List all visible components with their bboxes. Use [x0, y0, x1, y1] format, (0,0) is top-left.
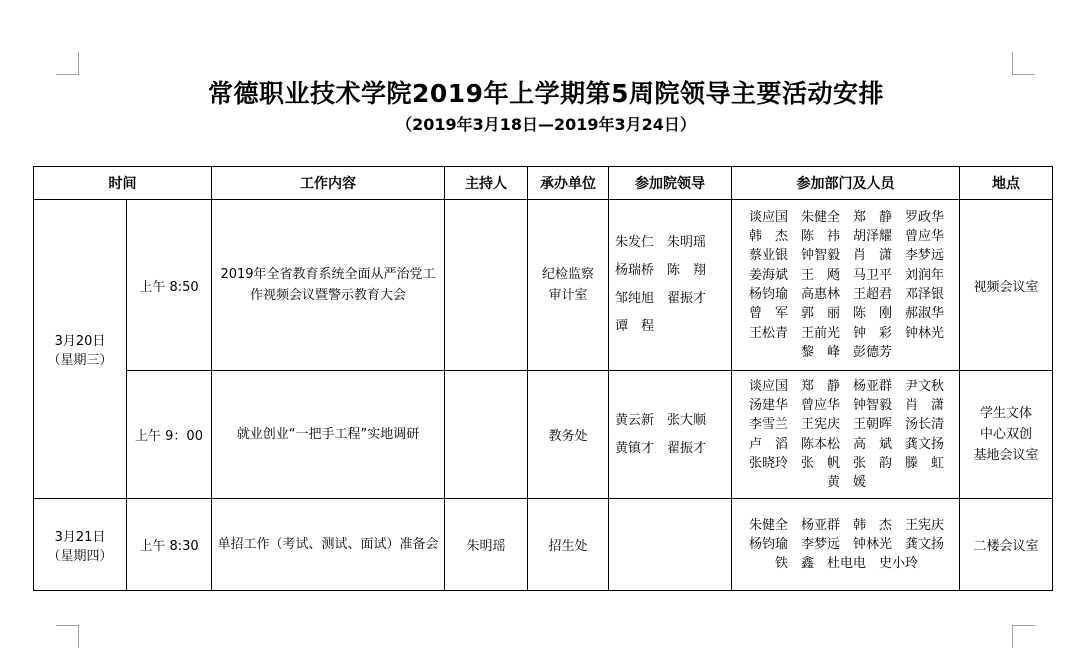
table-row: [34, 200, 1053, 371]
content-cell: 2019年全省教育系统全面从严治党工作视频会议暨警示教育大会: [212, 200, 445, 371]
people-line: 曾 军 郭 丽 陈 刚 郝淑华: [748, 306, 944, 322]
time-cell: 上午 9：00: [127, 371, 212, 499]
header-location: 地点: [960, 167, 1053, 200]
content-cell: 就业创业“一把手工程”实地调研: [212, 371, 445, 499]
time-cell: 上午 8:30: [127, 499, 212, 591]
people-line: 谈应国 朱健全 郑 静 罗政华: [748, 209, 944, 225]
location-cell: [960, 371, 1053, 499]
header-departments: 参加部门及人员: [732, 167, 960, 200]
people-cell: [732, 499, 960, 591]
header-host: 主持人: [445, 167, 528, 200]
location-cell: 视频会议室: [960, 200, 1053, 371]
page-corner-mark-top-right: [1012, 52, 1035, 75]
leaders-cell: [609, 200, 732, 371]
location-line: 学生文体: [979, 406, 1032, 421]
header-time: 时间: [34, 167, 212, 200]
leader-line: 谭 程: [615, 319, 655, 334]
time-cell: 上午 8:50: [127, 200, 212, 371]
people-line: 谈应国 郑 静 杨亚群 尹文秋: [748, 378, 944, 394]
date-text: 3月21日: [54, 529, 106, 545]
leaders-cell: [609, 499, 732, 591]
host-cell: [445, 200, 528, 371]
leader-line: 朱发仁 朱明瑶: [615, 235, 707, 250]
people-line: 卢 滔 陈本松 高 斌 龚文扬: [748, 436, 944, 452]
date-range-subtitle: （2019年3月18日—2019年3月24日）: [396, 115, 696, 134]
people-line: 张晓玲 张 帆 张 韵 滕 虹: [748, 455, 944, 471]
people-line: 蔡业银 钟智毅 肖 潇 李梦远: [748, 248, 944, 264]
people-line: 杨钧瑜 李梦远 钟林光 龚文扬: [748, 536, 944, 552]
leader-line: 黄镇才 翟振才: [615, 440, 707, 456]
organizer-line: 纪检监察: [541, 267, 594, 282]
schedule-table: [33, 166, 1053, 591]
people-line: 王松青 王前光 钟 彩 钟林光: [748, 325, 944, 341]
leader-line: 黄云新 张大顺: [615, 412, 707, 428]
organizer-cell: 教务处: [528, 371, 609, 499]
host-cell: [445, 371, 528, 499]
people-line: 黄 媛: [826, 475, 866, 491]
date-cell: [34, 499, 127, 591]
leaders-cell: [609, 371, 732, 499]
page-corner-mark-top-left: [56, 52, 79, 75]
people-line: 姜海斌 王 飏 马卫平 刘润年: [748, 267, 944, 283]
leader-line: 杨瑞桥 陈 翔: [615, 263, 707, 278]
organizer-line: 审计室: [548, 288, 588, 303]
people-line: 汤建华 曾应华 钟智毅 肖 潇: [748, 397, 944, 413]
page-corner-mark-bottom-right: [1012, 625, 1035, 648]
organizer-cell: [528, 200, 609, 371]
weekday-text: （星期三）: [47, 353, 113, 368]
host-cell: 朱明瑶: [445, 499, 528, 591]
people-cell: [732, 371, 960, 499]
table-row: [34, 371, 1053, 499]
leader-line: 邹纯旭 翟振才: [615, 291, 707, 306]
location-line: 基地会议室: [973, 448, 1039, 463]
people-cell: [732, 200, 960, 371]
page-corner-mark-bottom-left: [56, 625, 79, 648]
people-line: 杨钧瑜 高惠林 王超君 邓泽银: [748, 287, 944, 302]
content-cell: 单招工作（考试、测试、面试）准备会: [212, 499, 445, 591]
people-line: 韩 杰 陈 祎 胡泽耀 曾应华: [748, 229, 944, 245]
people-line: 黎 峰 彭德芳: [800, 344, 892, 360]
header-content: 工作内容: [212, 167, 445, 200]
table-row: [34, 499, 1053, 591]
date-text: 3月20日: [54, 334, 106, 349]
header-leaders: 参加院领导: [609, 167, 732, 200]
organizer-cell: 招生处: [528, 499, 609, 591]
people-line: 铁 鑫 杜电电 史小玲: [774, 556, 918, 572]
people-line: 朱健全 杨亚群 韩 杰 王宪庆: [748, 517, 944, 533]
page-title: 常德职业技术学院2019年上学期第5周院领导主要活动安排: [208, 79, 884, 108]
weekday-text: （星期四）: [47, 548, 113, 564]
date-cell: [34, 200, 127, 499]
location-cell: 二楼会议室: [960, 499, 1053, 591]
location-line: 中心双创: [979, 427, 1032, 442]
header-row: [34, 167, 1053, 200]
people-line: 李雪兰 王宪庆 王朝晖 汤长清: [748, 417, 944, 433]
header-organizer: 承办单位: [528, 167, 609, 200]
